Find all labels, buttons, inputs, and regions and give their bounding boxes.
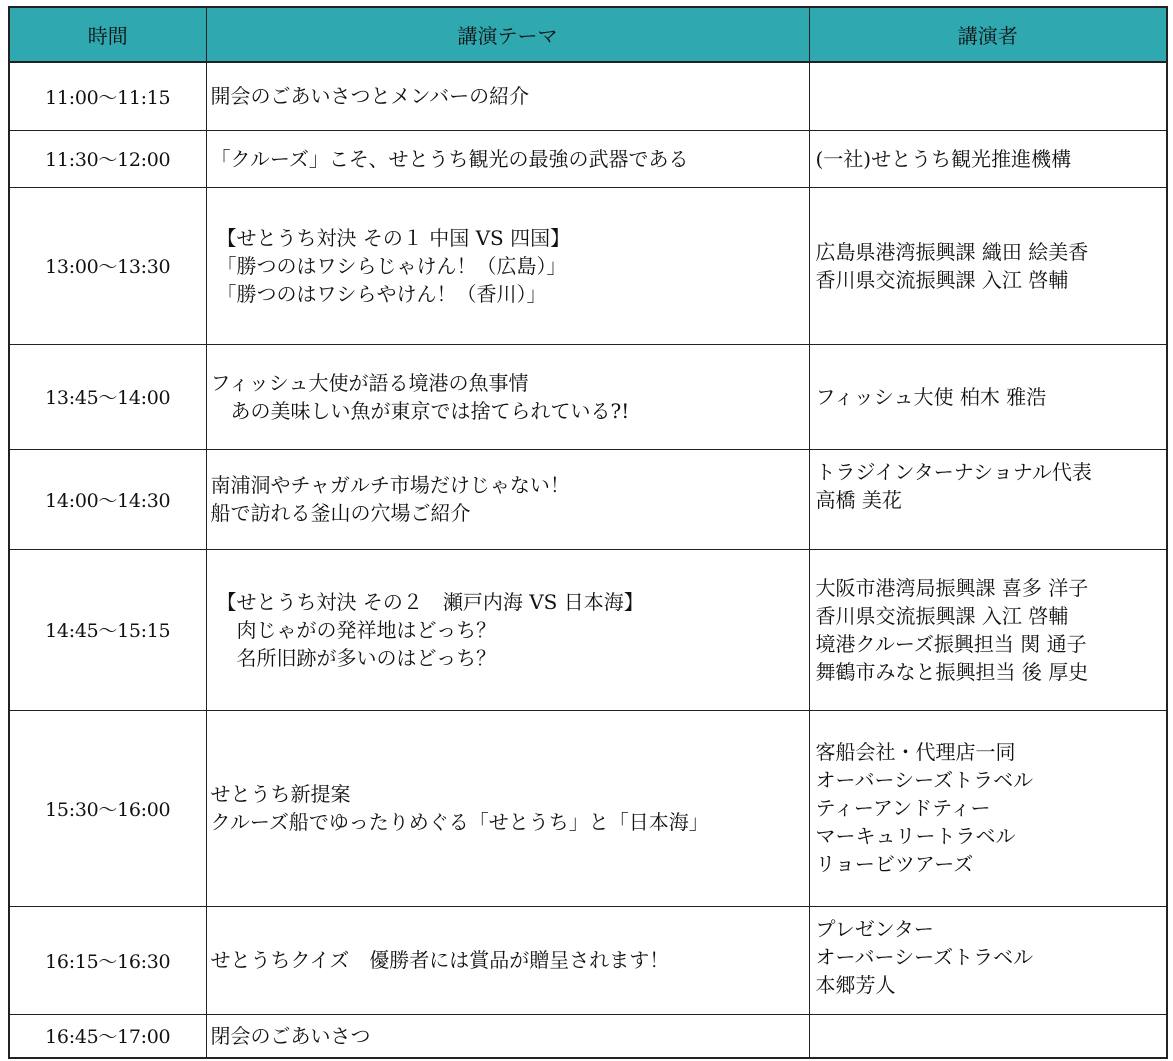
time-cell: 11:00〜11:15 <box>9 62 206 130</box>
speaker-line: ティーアンドティー <box>815 796 991 820</box>
speaker-cell <box>809 1014 1167 1058</box>
speaker-line: 広島県港湾振興課 織田 絵美香 <box>815 239 1089 264</box>
table-row <box>9 187 1167 344</box>
header-topic: 講演テーマ <box>206 7 809 62</box>
table-row <box>9 449 1167 549</box>
speaker-cell <box>809 344 1167 449</box>
speaker-cell <box>809 130 1167 187</box>
table-row <box>9 344 1167 449</box>
speaker-line: (一社)せとうち観光推進機構 <box>815 146 1072 171</box>
speaker-line: トラジインターナショナル代表 <box>815 459 1092 484</box>
speaker-cell <box>809 549 1167 710</box>
header-time: 時間 <box>9 7 206 62</box>
table-row <box>9 710 1167 906</box>
topic-line: せとうち新提案 <box>210 782 351 806</box>
topic-line: 【せとうち対決 その２ 瀬戸内海 VS 日本海】 <box>216 589 644 614</box>
speaker-line: プレゼンター <box>815 916 934 941</box>
speaker-cell <box>809 449 1167 549</box>
topic-cell <box>206 344 809 449</box>
table-row <box>9 130 1167 187</box>
time-cell: 11:30〜12:00 <box>9 130 206 187</box>
speaker-line: 境港クルーズ振興担当 関 通子 <box>815 631 1087 656</box>
table-row <box>9 62 1167 130</box>
speaker-cell <box>809 62 1167 130</box>
topic-cell <box>206 62 809 130</box>
topic-line: クルーズ船でゆったりめぐる「せとうち」と「日本海」 <box>210 810 709 834</box>
speaker-line: 大阪市港湾局振興課 喜多 洋子 <box>815 575 1089 600</box>
topic-line: 肉じゃがの発祥地はどっち？ <box>216 617 497 642</box>
time-cell: 15:30〜16:00 <box>9 710 206 906</box>
time-cell: 14:45〜15:15 <box>9 549 206 710</box>
topic-cell <box>206 449 809 549</box>
speaker-line: オーバーシーズトラベル <box>815 944 1034 969</box>
time-cell: 16:15〜16:30 <box>9 906 206 1014</box>
topic-line: 「クルーズ」こそ、せとうち観光の最強の武器である <box>210 146 689 171</box>
topic-line: 開会のごあいさつとメンバーの紹介 <box>210 84 530 109</box>
header-speaker: 講演者 <box>809 7 1167 62</box>
speaker-line: 舞鶴市みなと振興担当 後 厚史 <box>815 659 1089 684</box>
topic-cell <box>206 549 809 710</box>
speaker-line: マーキュリートラベル <box>815 824 1016 848</box>
speaker-line: 高橋 美花 <box>815 487 902 512</box>
speaker-line: 客船会社・代理店一同 <box>815 740 1016 764</box>
time-cell: 13:45〜14:00 <box>9 344 206 449</box>
table-row <box>9 549 1167 710</box>
topic-cell <box>206 130 809 187</box>
topic-line: フィッシュ大使が語る境港の魚事情 <box>210 370 529 395</box>
topic-line: せとうちクイズ 優勝者には賞品が贈呈されます！ <box>210 948 670 972</box>
topic-line: 【せとうち対決 その１ 中国 VS 四国】 <box>216 225 571 250</box>
topic-cell <box>206 187 809 344</box>
topic-line: 名所旧跡が多いのはどっち？ <box>216 645 497 670</box>
topic-cell <box>206 710 809 906</box>
table-row <box>9 906 1167 1014</box>
time-cell: 14:00〜14:30 <box>9 449 206 549</box>
schedule-table <box>8 6 1168 1059</box>
speaker-cell <box>809 710 1167 906</box>
topic-line: あの美味しい魚が東京では捨てられている?! <box>210 398 630 423</box>
time-cell: 16:45〜17:00 <box>9 1014 206 1058</box>
topic-line: 閉会のごあいさつ <box>210 1023 371 1048</box>
time-cell: 13:00〜13:30 <box>9 187 206 344</box>
speaker-line: フィッシュ大使 柏木 雅浩 <box>815 384 1047 409</box>
header-row <box>9 7 1167 62</box>
topic-line: 船で訪れる釜山の穴場ご紹介 <box>210 501 471 525</box>
topic-cell <box>206 906 809 1014</box>
speaker-line: 香川県交流振興課 入江 啓輔 <box>815 267 1069 292</box>
table-row <box>9 1014 1167 1058</box>
topic-line: 「勝つのはワシらやけん！（香川）」 <box>216 281 547 306</box>
speaker-line: 香川県交流振興課 入江 啓輔 <box>815 603 1069 628</box>
topic-cell <box>206 1014 809 1058</box>
speaker-line: オーバーシーズトラベル <box>815 768 1034 792</box>
speaker-cell <box>809 906 1167 1014</box>
speaker-line: リョービツアーズ <box>815 852 974 876</box>
speaker-cell <box>809 187 1167 344</box>
speaker-line: 本郷芳人 <box>815 972 896 997</box>
topic-line: 「勝つのはワシらじゃけん！（広島）」 <box>216 253 567 278</box>
topic-line: 南浦洞やチャガルチ市場だけじゃない！ <box>210 473 570 497</box>
